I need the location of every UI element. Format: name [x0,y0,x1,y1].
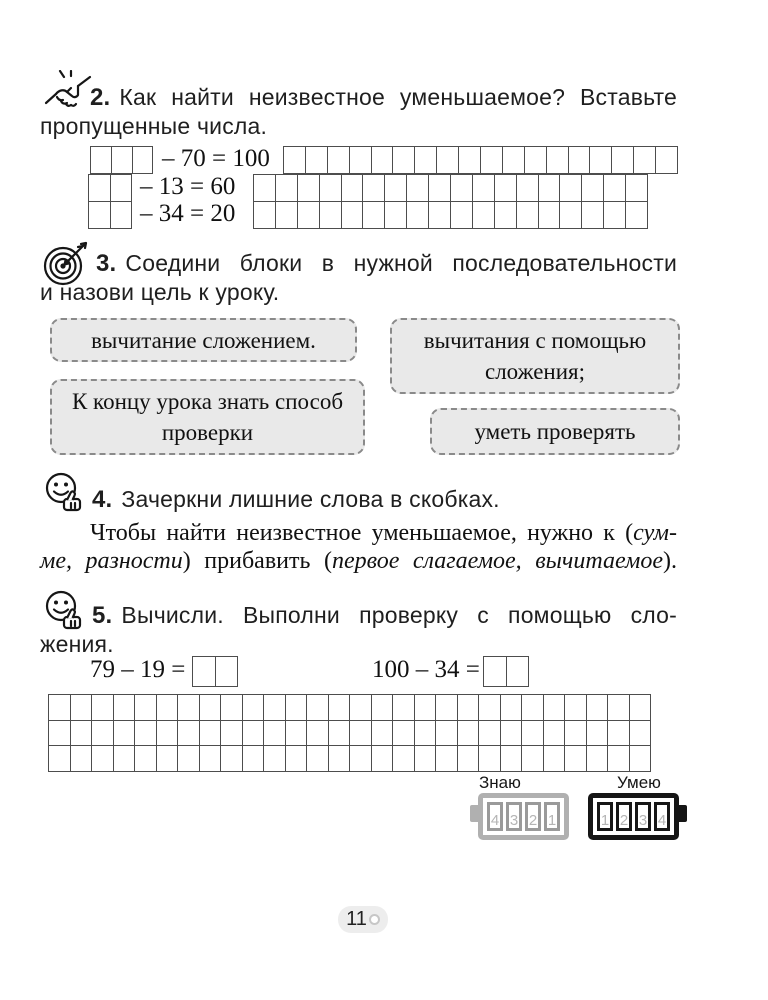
battery-cell[interactable]: 3 [506,802,522,831]
task2-title-line1: 2. Как найти неизвестное уменьшаемое? Вставьте [90,84,677,111]
answer-cell[interactable] [88,201,111,229]
task4-paragraph-line2 [40,547,677,575]
answer-cell[interactable] [132,146,154,174]
task5-title-line2: жения. [40,631,114,657]
grid-cell[interactable] [319,174,342,202]
grid-cell[interactable] [384,201,407,229]
answer-cell[interactable] [110,201,133,229]
grid-cell[interactable] [607,720,630,747]
grid-row [90,146,153,174]
grid-cell[interactable] [341,174,364,202]
grid-cell[interactable] [242,745,265,772]
grid-cell[interactable] [384,174,407,202]
grid-cell[interactable] [275,174,298,202]
grid-cell[interactable] [328,694,351,721]
task2-row2-answer-box[interactable] [88,174,132,202]
grid-cell[interactable] [435,694,458,721]
grid-row [283,146,678,174]
grid-cell[interactable] [516,201,539,229]
grid-cell[interactable] [199,720,222,747]
task2-row1-answer-box[interactable] [90,146,153,174]
grid-cell[interactable] [156,745,179,772]
grid-cell[interactable] [177,694,200,721]
grid-cell[interactable] [607,694,630,721]
grid-cell[interactable] [521,720,544,747]
task2-title-line2: пропущенные числа. [40,113,268,139]
grid-cell[interactable] [500,694,523,721]
task2-row3-answer-box[interactable] [88,201,132,229]
page-circle-icon [369,914,380,925]
grid-cell[interactable] [516,174,539,202]
grid-cell[interactable] [349,146,372,174]
grid-cell[interactable] [457,745,480,772]
connect-block-know-method[interactable]: К концу урока знать способ проверки [50,379,365,455]
answer-cell[interactable] [90,146,112,174]
grid-cell[interactable] [543,694,566,721]
grid-cell[interactable] [285,694,308,721]
grid-cell[interactable] [371,720,394,747]
grid-cell[interactable] [543,720,566,747]
grid-cell[interactable] [406,201,429,229]
grid-cell[interactable] [362,201,385,229]
grid-cell[interactable] [521,745,544,772]
grid-row [48,745,651,772]
task2-number: 2. [90,84,111,111]
grid-cell[interactable] [48,720,71,747]
grid-cell[interactable] [457,720,480,747]
grid-cell[interactable] [521,694,544,721]
answer-cell[interactable] [483,656,507,687]
grid-cell[interactable] [655,146,678,174]
task5-number: 5. [92,602,113,629]
grid-cell[interactable] [478,745,501,772]
grid-row [88,201,132,229]
task4-title-line: 4. Зачеркни лишние слова в скобках. [92,486,500,513]
grid-cell[interactable] [297,174,320,202]
grid-cell[interactable] [546,146,569,174]
grid-row [48,694,651,721]
task2-row2-grid[interactable] [253,174,648,202]
battery-cell[interactable]: 1 [597,802,613,831]
task2-row3-equation: – 34 = 20 [140,200,236,227]
grid-cell[interactable] [633,146,656,174]
grid-cell[interactable] [500,745,523,772]
grid-cell[interactable] [263,745,286,772]
grid-cell[interactable] [586,694,609,721]
grid-cell[interactable] [91,694,114,721]
grid-cell[interactable] [450,201,473,229]
grid-cell[interactable] [263,694,286,721]
answer-cell[interactable] [88,174,111,202]
handshake-icon [44,70,92,114]
grid-cell[interactable] [603,201,626,229]
grid-cell[interactable] [586,745,609,772]
smiley-thumbs-up-icon [44,590,88,632]
grid-cell[interactable] [564,720,587,747]
grid-cell[interactable] [538,201,561,229]
grid-cell[interactable] [457,694,480,721]
grid-row [483,656,529,687]
grid-cell[interactable] [392,146,415,174]
grid-cell[interactable] [392,694,415,721]
grid-row [88,174,132,202]
grid-cell[interactable] [199,694,222,721]
grid-cell[interactable] [113,694,136,721]
task2-row1-grid[interactable] [283,146,678,174]
task4-paragraph-line1 [90,519,677,547]
grid-cell[interactable] [48,694,71,721]
task3-title-line2: и назови цель к уроку. [40,279,280,305]
grid-cell[interactable] [559,201,582,229]
page-number-pill [338,906,388,933]
grid-cell[interactable] [177,745,200,772]
grid-cell[interactable] [242,694,265,721]
battery-cell[interactable]: 2 [616,802,632,831]
grid-cell[interactable] [494,201,517,229]
grid-cell[interactable] [414,745,437,772]
answer-cell[interactable] [192,656,216,687]
grid-cell[interactable] [478,720,501,747]
grid-cell[interactable] [242,720,265,747]
task3-number: 3. [96,250,117,277]
grid-cell[interactable] [611,146,634,174]
grid-cell[interactable] [177,720,200,747]
text: ). [662,548,677,574]
task2-row3-grid[interactable] [253,201,648,229]
grid-cell[interactable] [220,720,243,747]
grid-cell[interactable] [472,174,495,202]
grid-cell[interactable] [500,720,523,747]
battery-nub [470,805,478,822]
grid-cell[interactable] [435,745,458,772]
connect-block-subtraction-by-addition[interactable]: вычитание сложением. [50,318,357,362]
grid-cell[interactable] [414,146,437,174]
grid-cell[interactable] [472,201,495,229]
grid-cell[interactable] [134,694,157,721]
smiley-thumbs-up-icon [44,472,88,514]
grid-cell[interactable] [428,201,451,229]
grid-cell[interactable] [285,720,308,747]
grid-cell[interactable] [414,720,437,747]
task4-number: 4. [92,486,113,513]
task5-work-grid[interactable] [48,694,651,772]
grid-cell[interactable] [435,720,458,747]
grid-cell[interactable] [589,146,612,174]
grid-row [253,174,648,202]
grid-cell[interactable] [275,201,298,229]
task3-title-line1: 3. Соедини блоки в нужной последовательности [96,250,677,277]
answer-cell[interactable] [111,146,133,174]
grid-row [253,201,648,229]
grid-cell[interactable] [392,745,415,772]
battery-know-cells [478,793,569,840]
grid-cell[interactable] [494,174,517,202]
grid-cell[interactable] [406,174,429,202]
task2-row2-equation: – 13 = 60 [140,173,236,200]
grid-cell[interactable] [156,694,179,721]
grid-cell[interactable] [134,745,157,772]
grid-cell[interactable] [502,146,525,174]
grid-cell[interactable] [450,174,473,202]
battery-cell[interactable]: 4 [654,802,670,831]
grid-cell[interactable] [341,201,364,229]
grid-cell[interactable] [305,146,328,174]
grid-cell[interactable] [428,174,451,202]
grid-cell[interactable] [253,174,276,202]
grid-cell[interactable] [328,720,351,747]
grid-cell[interactable] [91,720,114,747]
grid-cell[interactable] [70,694,93,721]
battery-cell[interactable]: 2 [525,802,541,831]
task5-equation-1: 79 – 19 = [90,656,186,683]
grid-cell[interactable] [328,745,351,772]
grid-cell[interactable] [113,745,136,772]
task5-answer-box-2[interactable] [483,656,529,687]
grid-cell[interactable] [414,694,437,721]
grid-cell[interactable] [480,146,503,174]
grid-cell[interactable] [524,146,547,174]
grid-cell[interactable] [629,745,652,772]
grid-cell[interactable] [156,720,179,747]
grid-cell[interactable] [349,694,372,721]
grid-cell[interactable] [220,694,243,721]
italic-text: сум- [633,520,677,546]
grid-cell[interactable] [48,745,71,772]
grid-cell[interactable] [543,745,566,772]
text: ) прибавить ( [182,548,332,574]
grid-cell[interactable] [306,745,329,772]
grid-cell[interactable] [371,694,394,721]
grid-cell[interactable] [436,146,459,174]
grid-cell[interactable] [134,720,157,747]
battery-can-cells [588,793,679,840]
grid-cell[interactable] [283,146,306,174]
page-number: 11 [346,908,367,930]
task2-row1-equation: – 70 = 100 [162,145,270,172]
grid-cell[interactable] [70,745,93,772]
grid-cell[interactable] [297,201,320,229]
grid-cell[interactable] [629,694,652,721]
grid-cell[interactable] [607,745,630,772]
grid-cell[interactable] [70,720,93,747]
answer-cell[interactable] [506,656,530,687]
connect-block-subtraction-with-addition[interactable]: вычитания с помощью сложения; [390,318,680,394]
grid-cell[interactable] [392,720,415,747]
grid-cell[interactable] [586,720,609,747]
grid-cell[interactable] [581,201,604,229]
battery-can [588,793,679,840]
text: Чтобы найти неизвестное уменьшаемое, нужно к ( [90,520,634,546]
italic-text: ме, разности [40,548,183,574]
grid-cell[interactable] [581,174,604,202]
battery-cell[interactable]: 1 [544,802,560,831]
grid-cell[interactable] [220,745,243,772]
grid-cell[interactable] [564,694,587,721]
connect-block-able-to-check[interactable]: уметь проверять [430,408,680,455]
grid-cell[interactable] [371,745,394,772]
grid-cell[interactable] [319,201,342,229]
grid-cell[interactable] [91,745,114,772]
grid-cell[interactable] [306,694,329,721]
grid-cell[interactable] [371,146,394,174]
grid-cell[interactable] [458,146,481,174]
grid-cell[interactable] [263,720,286,747]
italic-text: первое слагаемое, вычитаемое [331,548,663,574]
grid-cell[interactable] [478,694,501,721]
grid-cell[interactable] [559,174,582,202]
grid-cell[interactable] [603,174,626,202]
battery-nub [679,805,687,822]
grid-cell[interactable] [538,174,561,202]
grid-row [192,656,238,687]
grid-cell[interactable] [568,146,591,174]
grid-cell[interactable] [629,720,652,747]
grid-cell[interactable] [625,174,648,202]
grid-cell[interactable] [564,745,587,772]
battery-know-label: Знаю [479,773,521,792]
grid-cell[interactable] [362,174,385,202]
battery-can-label: Умею [617,773,661,792]
grid-cell[interactable] [327,146,350,174]
task5-equation-2: 100 – 34 = [372,656,480,683]
grid-row [48,720,651,747]
grid-cell[interactable] [285,745,308,772]
battery-know [478,793,569,840]
battery-cell[interactable]: 4 [487,802,503,831]
grid-cell[interactable] [349,745,372,772]
grid-cell[interactable] [625,201,648,229]
battery-cell[interactable]: 3 [635,802,651,831]
answer-cell[interactable] [215,656,239,687]
answer-cell[interactable] [110,174,133,202]
task5-answer-box-1[interactable] [192,656,238,687]
grid-cell[interactable] [306,720,329,747]
grid-cell[interactable] [113,720,136,747]
grid-cell[interactable] [253,201,276,229]
grid-cell[interactable] [199,745,222,772]
task5-title-line1: 5. Вычисли. Выполни проверку с помощью сло- [92,602,677,629]
grid-cell[interactable] [349,720,372,747]
